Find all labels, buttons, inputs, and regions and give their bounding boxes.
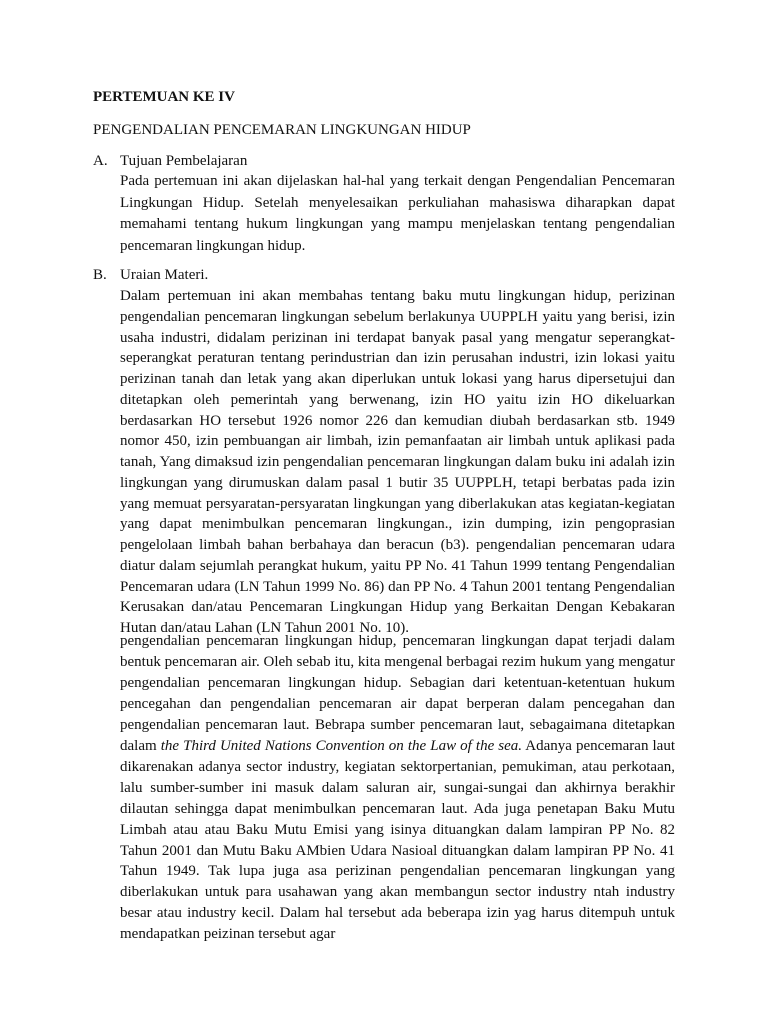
continuation-text-end: Adanya pencemaran laut dikarenakan adanya sector industry, kegiatan sektorpertanian, pemukiman, atau perkotaan, lalu sumber-sumber ini masuk dalam saluran air, sungai-sungai dan akhirnya berakhir dilautan sehingga dapat menimbulkan pencemaran laut. Ada juga penetapan Baku Mutu Limbah atau atau Baku Mutu Emisi yang isinya dituangkan dalam lampiran PP No. 82 Tahun 2001 dan Mutu Baku AMbien Udara Nasioal dituangkan dalam lampiran PP No. 41 Tahun 1949. Tak lupa juga asa perizinan pengendalian pencemaran lingkungan yang diberlakukan untuk para usahawan yang akan membangun sector industry ntah industry besar atau industry kecil. Dalam hal tersebut ada beberapa izin yag harus ditempuh untuk mendapatkan peizinan tersebut agar (120, 737, 676, 943)
section-b-paragraph: Dalam pertemuan ini akan membahas tentang baku mutu lingkungan hidup, perizinan pengendalian pencemaran lingkungan sebelum berlakunya UUPPLH yaitu yang berisi, izin usaha industri, didalam perizinan ini terdapat banyak pasal yang mengatur seperangkat-seperangkat peraturan tentang perindustrian dan izin perusahan industri, izin lokasi yaitu perizinan tanah dan letak yang akan diperlukan untuk lokasi yang harus dipersetujui dan ditetapkan oleh pemerintah yang berwenang, izin HO yaitu izin HO dikeluarkan berdasarkan HO tersebut 1926 nomor 226 dan kemudian diubah berdasarkan stb. 1949 nomor 450, izin pembuangan air limbah, izin pemanfaatan air limbah untuk aplikasi pada tanah, Yang dimaksud izin pengendalian pencemaran lingkungan dalam buku ini adalah izin lingkungan yang dirumuskan dalam pasal 1 butir 35 UUPPLH, tetapi berbatas pada izin yang memuat persyaratan-persyaratan lingkungan yang diberlakukan atas kegiatan-kegiatan yang dapat menimbulkan pencemaran lingkungan., izin dumping, izin pengoprasian pengelolaan limbah bahan berbahaya dan beracun (b3). pengendalian pencemaran udara diatur dalam sejumlah perangkat hukum, yaitu PP No. 41 Tahun 1999 tentang Pengendalian Pencemaran udara (LN Tahun 1999 No. 86) dan PP No. 4 Tahun 2001 tentang Pengendalian Kerusakan dan/atau Pencemaran Lingkungan Hidup yang Berkaitan Dengan Kebakaran Hutan dan/atau Lahan (LN Tahun 2001 No. 10). (120, 288, 675, 636)
page-subheading: PENGENDALIAN PENCEMARAN LINGKUNGAN HIDUP (93, 122, 471, 138)
section-b-header (93, 266, 675, 285)
continuation-paragraph (120, 631, 675, 945)
section-a-paragraph: Pada pertemuan ini akan dijelaskan hal-hal yang terkait dengan Pengendalian Pencemaran Lingkungan Hidup. Setelah menyelesaikan perkuliahan mahasiswa diharapkan dapat memahami tentang hukum lingkungan yang mampu menjelaskan tentang pengendalian pencemaran lingkungan hidup. (120, 173, 675, 254)
section-a-title: Tujuan Pembelajaran (120, 153, 248, 169)
page-heading: PERTEMUAN KE IV (93, 89, 235, 105)
continuation-text-start: pengendalian pencemaran lingkungan hidup, pencemaran lingkungan dapat terjadi dalam bentuk pencemaran air. Oleh sebab itu, kita mengenal berbagai rezim hukum yang mengatur pengendalian pencemaran lingkungan hidup. Sebagian dari ketentuan-ketentuan hukum pencegahan dan pengendalian pencemaran air dapat berperan dalam pencegahan dan pengendalian pencemaran laut. Bebrapa sumber pencemaran laut, sebagaimana ditetapkan dalam (120, 633, 675, 754)
convention-title-italic: the Third United Nations Convention on the Law of the sea. (160, 737, 523, 754)
section-b-title: Uraian Materi. (120, 267, 209, 283)
section-b-letter: B. (93, 267, 107, 283)
section-a-letter: A. (93, 153, 108, 169)
section-a-header (93, 152, 675, 171)
